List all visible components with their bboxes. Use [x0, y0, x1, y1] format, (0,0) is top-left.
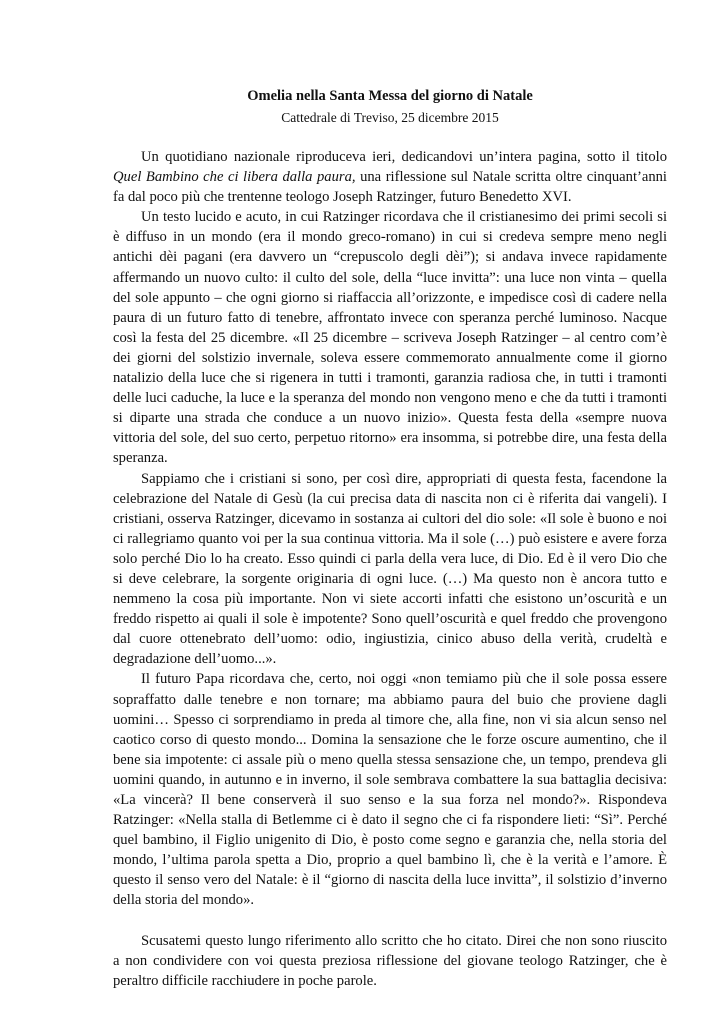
article-title-italic: Quel Bambino che ci libera dalla paura,: [113, 169, 356, 186]
paragraph-1-text-end: una riflessione sul Natale scritta oltre cinquant’anni fa dal poco più che trentenne teologo Joseph Ratzinger, futuro Benedetto XVI.: [113, 169, 667, 206]
homily-subtitle: Cattedrale di Treviso, 25 dicembre 2015: [281, 110, 499, 125]
homily-title: Omelia nella Santa Messa del giorno di Natale: [247, 88, 533, 104]
paragraph-3: Sappiamo che i cristiani si sono, per così dire, appropriati di questa festa, facendone la celebrazione del Natale di Gesù (la cui precisa data di nascita non ci è riferita dai vangeli). I cristiani, osserva Ratzinger, dicevamo in sostanza ai cultori del dio sole: «Il sole è buono e noi ci rallegriamo quanto voi per la sua continua vittoria. Ma il sole (…) può esistere e avere forza solo perché Dio lo ha creato. Esso quindi ci parla della vera luce, di Dio. Ed è il vero Dio che si deve celebrare, la sorgente originaria di ogni luce. (…) Ma questo non è ancora tutto e nemmeno la cosa più importante. Non vi siete accorti infatti che esistono un’oscurità e un freddo rispetto ai quali il sole è impotente? Sono quell’oscurità e quel freddo che provengono dal cuore ottenebrato dell’uomo: odio, ingiustizia, cinico abuso della verità, crudeltà e degradazione dell’uomo...».: [113, 470, 667, 668]
paragraph-1: [113, 147, 667, 207]
homily-body: [113, 147, 667, 991]
paragraph-4: Il futuro Papa ricordava che, certo, noi oggi «non temiamo più che il sole possa essere sopraffatto dalle tenebre e non tornare; ma abbiamo paura del buio che proviene dagli uomini… Spesso ci sorprendiamo in preda al timore che, alla fine, non vi sia alcun senso nel caotico corso di questo mondo... Domina la sensazione che le forze oscure aumentino, che il bene sia impotente: ci assale più o meno quella stessa sensazione che, un tempo, prendeva gli uomini quando, in autunno e in inverno, il sole sembrava combattere la sua battaglia decisiva: «La vincerà? Il bene conserverà il suo senso e la sua forza nel mondo?». Rispondeva Ratzinger: «Nella stalla di Betlemme ci è dato il segno che ci fa rispondere lieti: “Sì”. Perché quel bambino, il Figlio unigenito di Dio, è posto come segno e garanzia che, nella storia del mondo, l’ultima parola spetta a Dio, proprio a quel bambino lì, che è la verità e l’amore. È questo il senso vero del Natale: è il “giorno di nascita della luce invitta”, il solstizio d’inverno della storia del mondo».: [113, 671, 667, 909]
paragraph-1-text-start: Un quotidiano nazionale riproduceva ieri, dedicandovi un’intera pagina, sotto il titolo: [141, 149, 667, 165]
document-page: [113, 86, 667, 991]
paragraph-2: Un testo lucido e acuto, in cui Ratzinger ricordava che il cristianesimo dei primi secoli si è diffuso in un mondo (era il mondo greco-romano) in cui si credeva sempre meno negli antichi dèi pagani (era davvero un “crepuscolo degli dèi”); si andava invece rapidamente affermando un nuovo culto: il culto del sole, della “luce invitta”: una luce non vinta – quella del sole appunto – che ogni giorno si riaffaccia all’orizzonte, e impedisce così di cadere nella paura di un futuro fatto di tenebre, affrontato invece con speranza perché luminoso. Nacque così la festa del 25 dicembre. «Il 25 dicembre – scriveva Joseph Ratzinger – al centro com’è dei giorni del solstizio invernale, soleva essere commemorato annualmente come il giorno natalizio della luce che si rigenera in tutti i tramonti, garanzia radiosa che, in tutti i tramonti delle luci caduche, la luce e la speranza del mondo non vengono meno e che da tutti i tramonti si diparte una strada che conduce a un nuovo inizio». Questa festa della «sempre nuova vittoria del sole, del suo certo, perpetuo ritorno» era insomma, si potrebbe dire, una festa della speranza.: [113, 209, 667, 467]
paragraph-5: Scusatemi questo lungo riferimento allo scritto che ho citato. Direi che non sono riuscito a non condividere con voi questa preziosa riflessione del giovane teologo Ratzinger, che è peraltro difficile racchiudere in poche parole.: [113, 932, 667, 989]
